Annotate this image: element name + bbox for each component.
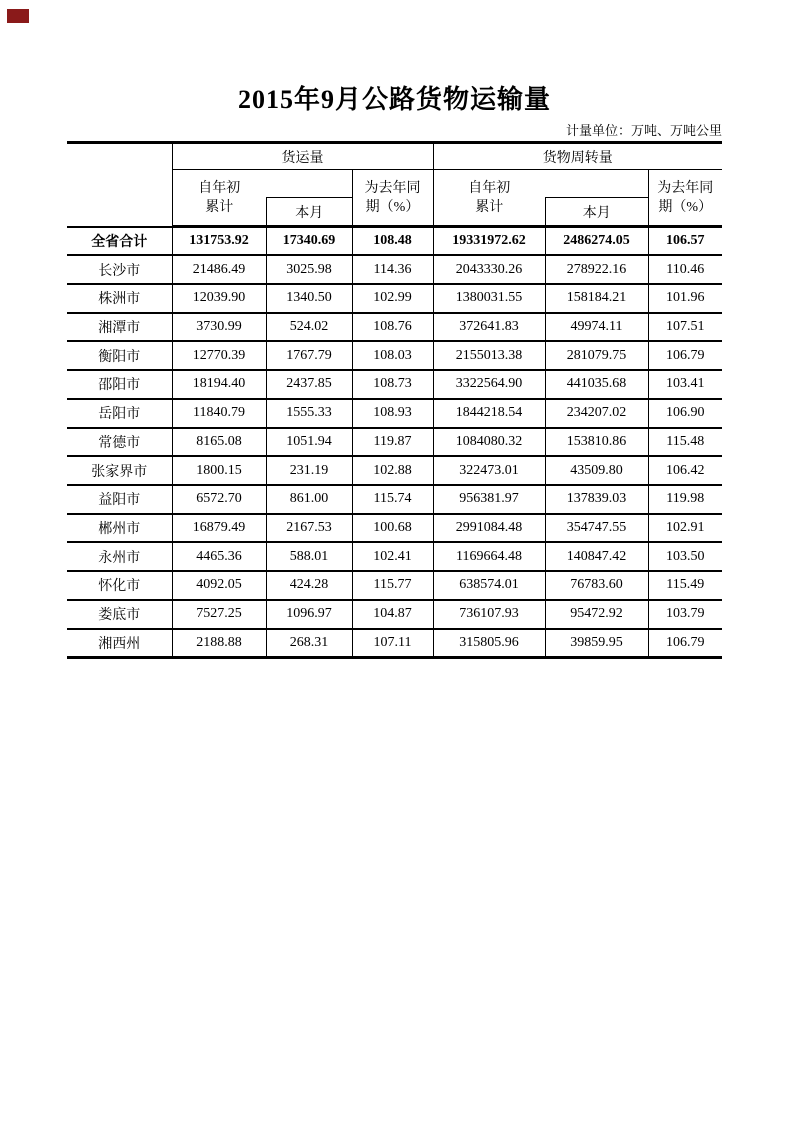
value-cell: 281079.75 (545, 341, 648, 370)
table-row (67, 428, 722, 457)
subheader-vs-last-year-volume: 为去年同 期（%） (352, 170, 433, 227)
table-row (67, 284, 722, 313)
table-row (67, 514, 722, 543)
value-cell: 108.76 (352, 313, 433, 342)
value-cell: 76783.60 (545, 571, 648, 600)
value-cell: 4092.05 (172, 571, 266, 600)
subheader-month-volume-label: 本月 (295, 205, 324, 221)
value-cell: 1096.97 (266, 600, 352, 629)
value-cell: 1051.94 (266, 428, 352, 457)
value-cell: 103.79 (648, 600, 722, 629)
region-cell: 全省合计 (67, 227, 172, 256)
region-cell: 衡阳市 (67, 341, 172, 370)
value-cell: 115.74 (352, 485, 433, 514)
table-body (67, 227, 722, 658)
value-cell: 95472.92 (545, 600, 648, 629)
value-cell: 104.87 (352, 600, 433, 629)
value-cell: 106.90 (648, 399, 722, 428)
value-cell: 49974.11 (545, 313, 648, 342)
subheader-vs-last-year-turnover: 为去年同 期（%） (648, 170, 722, 227)
region-cell: 株洲市 (67, 284, 172, 313)
value-cell: 16879.49 (172, 514, 266, 543)
value-cell: 8165.08 (172, 428, 266, 457)
value-cell: 12039.90 (172, 284, 266, 313)
value-cell: 1767.79 (266, 341, 352, 370)
value-cell: 108.93 (352, 399, 433, 428)
value-cell: 2188.88 (172, 629, 266, 658)
value-cell: 736107.93 (433, 600, 545, 629)
table-row (67, 571, 722, 600)
month-step-box (266, 197, 352, 225)
value-cell: 106.79 (648, 629, 722, 658)
value-cell: 115.49 (648, 571, 722, 600)
subheader-month-turnover (545, 170, 648, 227)
value-cell: 119.98 (648, 485, 722, 514)
value-cell: 3730.99 (172, 313, 266, 342)
value-cell: 19331972.62 (433, 227, 545, 256)
region-cell: 邵阳市 (67, 370, 172, 399)
value-cell: 588.01 (266, 542, 352, 571)
value-cell: 1800.15 (172, 456, 266, 485)
value-cell: 107.11 (352, 629, 433, 658)
value-cell: 3322564.90 (433, 370, 545, 399)
value-cell: 372641.83 (433, 313, 545, 342)
value-cell: 103.50 (648, 542, 722, 571)
table-row (67, 629, 722, 658)
value-cell: 153810.86 (545, 428, 648, 457)
value-cell: 106.57 (648, 227, 722, 256)
value-cell: 108.73 (352, 370, 433, 399)
region-cell: 岳阳市 (67, 399, 172, 428)
value-cell: 43509.80 (545, 456, 648, 485)
value-cell: 39859.95 (545, 629, 648, 658)
value-cell: 441035.68 (545, 370, 648, 399)
value-cell: 140847.42 (545, 542, 648, 571)
value-cell: 102.88 (352, 456, 433, 485)
page-title: 2015年9月公路货物运输量 (237, 85, 551, 114)
group-header-freight-turnover: 货物周转量 (433, 143, 722, 170)
value-cell: 103.41 (648, 370, 722, 399)
document-sheet (67, 0, 722, 659)
value-cell: 4465.36 (172, 542, 266, 571)
region-cell: 益阳市 (67, 485, 172, 514)
table-row (67, 313, 722, 342)
value-cell: 3025.98 (266, 255, 352, 284)
table-row (67, 255, 722, 284)
value-cell: 106.79 (648, 341, 722, 370)
value-cell: 956381.97 (433, 485, 545, 514)
table-row (67, 600, 722, 629)
region-cell: 湘西州 (67, 629, 172, 658)
corner-red-mark (7, 9, 29, 23)
value-cell: 1084080.32 (433, 428, 545, 457)
subheader-cumulative-turnover: 自年初 累计 (433, 170, 545, 227)
value-cell: 137839.03 (545, 485, 648, 514)
value-cell: 21486.49 (172, 255, 266, 284)
value-cell: 101.96 (648, 284, 722, 313)
table-row (67, 370, 722, 399)
value-cell: 424.28 (266, 571, 352, 600)
value-cell: 268.31 (266, 629, 352, 658)
subheader-cumulative-volume: 自年初 累计 (172, 170, 266, 227)
value-cell: 106.42 (648, 456, 722, 485)
value-cell: 1340.50 (266, 284, 352, 313)
region-cell: 张家界市 (67, 456, 172, 485)
value-cell: 6572.70 (172, 485, 266, 514)
value-cell: 1380031.55 (433, 284, 545, 313)
value-cell: 2991084.48 (433, 514, 545, 543)
value-cell: 17340.69 (266, 227, 352, 256)
subheader-month-turnover-label: 本月 (582, 205, 611, 221)
region-cell: 湘潭市 (67, 313, 172, 342)
value-cell: 108.03 (352, 341, 433, 370)
value-cell: 231.19 (266, 456, 352, 485)
value-cell: 638574.01 (433, 571, 545, 600)
month-step-box (545, 197, 648, 225)
table-row (67, 456, 722, 485)
value-cell: 114.36 (352, 255, 433, 284)
freight-table (67, 141, 722, 659)
value-cell: 119.87 (352, 428, 433, 457)
value-cell: 107.51 (648, 313, 722, 342)
value-cell: 102.99 (352, 284, 433, 313)
group-header-freight-volume: 货运量 (172, 143, 433, 170)
header-group-row (67, 143, 722, 170)
value-cell: 1169664.48 (433, 542, 545, 571)
value-cell: 354747.55 (545, 514, 648, 543)
region-cell: 长沙市 (67, 255, 172, 284)
value-cell: 2486274.05 (545, 227, 648, 256)
value-cell: 115.77 (352, 571, 433, 600)
table-row (67, 542, 722, 571)
value-cell: 11840.79 (172, 399, 266, 428)
value-cell: 278922.16 (545, 255, 648, 284)
value-cell: 861.00 (266, 485, 352, 514)
region-cell: 常德市 (67, 428, 172, 457)
table-header (67, 143, 722, 227)
value-cell: 102.41 (352, 542, 433, 571)
value-cell: 110.46 (648, 255, 722, 284)
value-cell: 100.68 (352, 514, 433, 543)
value-cell: 2437.85 (266, 370, 352, 399)
value-cell: 524.02 (266, 313, 352, 342)
value-cell: 131753.92 (172, 227, 266, 256)
value-cell: 12770.39 (172, 341, 266, 370)
value-cell: 102.91 (648, 514, 722, 543)
value-cell: 2167.53 (266, 514, 352, 543)
value-cell: 7527.25 (172, 600, 266, 629)
value-cell: 158184.21 (545, 284, 648, 313)
value-cell: 1555.33 (266, 399, 352, 428)
value-cell: 2155013.38 (433, 341, 545, 370)
region-cell: 永州市 (67, 542, 172, 571)
table-row (67, 485, 722, 514)
region-cell: 怀化市 (67, 571, 172, 600)
subheader-month-volume (266, 170, 352, 227)
table-row (67, 399, 722, 428)
table-row (67, 341, 722, 370)
value-cell: 2043330.26 (433, 255, 545, 284)
value-cell: 322473.01 (433, 456, 545, 485)
unit-note: 计量单位：万吨、万吨公里 (565, 123, 722, 138)
corner-cell (67, 143, 172, 227)
value-cell: 1844218.54 (433, 399, 545, 428)
table-row (67, 227, 722, 256)
value-cell: 115.48 (648, 428, 722, 457)
value-cell: 315805.96 (433, 629, 545, 658)
value-cell: 18194.40 (172, 370, 266, 399)
region-cell: 郴州市 (67, 514, 172, 543)
value-cell: 234207.02 (545, 399, 648, 428)
region-cell: 娄底市 (67, 600, 172, 629)
value-cell: 108.48 (352, 227, 433, 256)
